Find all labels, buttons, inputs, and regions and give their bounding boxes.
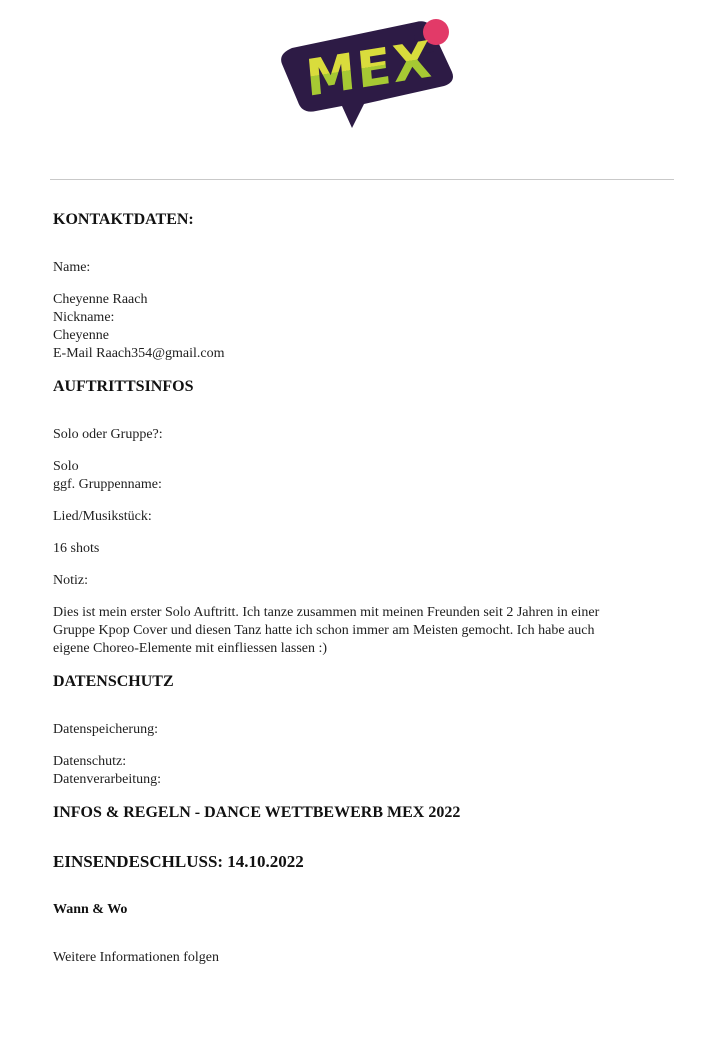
email-line: E-Mail Raach354@gmail.com [53, 346, 225, 361]
more-info-text: Weitere Informationen folgen [53, 950, 220, 965]
nickname-label: Nickname: [53, 310, 115, 325]
auftrittsinfos-heading: AUFTRITTSINFOS [53, 378, 194, 395]
notiz-text [53, 604, 671, 658]
datenverarbeitung-label: Datenverarbeitung: [53, 772, 162, 787]
solo-oder-gruppe-answer [53, 458, 671, 494]
lied-value: 16 shots [53, 541, 100, 556]
name-value: Cheyenne Raach [53, 292, 148, 307]
wann-wo-heading: Wann & Wo [53, 902, 128, 917]
kontaktdaten-heading: KONTAKTDATEN: [53, 211, 194, 228]
notiz-line: Gruppe Kpop Cover und diesen Tanz hatte ich schon immer am Meisten gemocht. Ich habe auch [53, 623, 595, 638]
name-label: Name: [53, 260, 91, 275]
datenschutz-heading: DATENSCHUTZ [53, 673, 174, 690]
gruppenname-label: ggf. Gruppenname: [53, 477, 162, 492]
notiz-line: eigene Choreo-Elemente mit einfliessen lassen :) [53, 641, 328, 656]
notiz-label: Notiz: [53, 573, 88, 588]
einsendeschluss-heading: EINSENDESCHLUSS: 14.10.2022 [53, 852, 304, 871]
mex-logo [276, 14, 466, 132]
infos-regeln-heading: INFOS & REGELN - DANCE WETTBEWERB MEX 2022 [53, 804, 461, 821]
mex-logo-text: MEX [303, 30, 436, 109]
mex-logo-icon [276, 14, 466, 132]
lied-label: Lied/Musikstück: [53, 509, 152, 524]
divider [50, 179, 674, 180]
contact-details [53, 291, 671, 363]
document-page [0, 14, 724, 1038]
datenschutz-lines [53, 753, 671, 789]
solo-oder-gruppe-label: Solo oder Gruppe?: [53, 427, 163, 442]
datenspeicherung-label: Datenspeicherung: [53, 722, 158, 737]
nickname-value: Cheyenne [53, 328, 109, 343]
datenschutz-label: Datenschutz: [53, 754, 127, 769]
solo-oder-gruppe-value: Solo [53, 459, 79, 474]
notiz-line: Dies ist mein erster Solo Auftritt. Ich tanze zusammen mit meinen Freunden seit 2 Jahren in einer [53, 605, 600, 620]
